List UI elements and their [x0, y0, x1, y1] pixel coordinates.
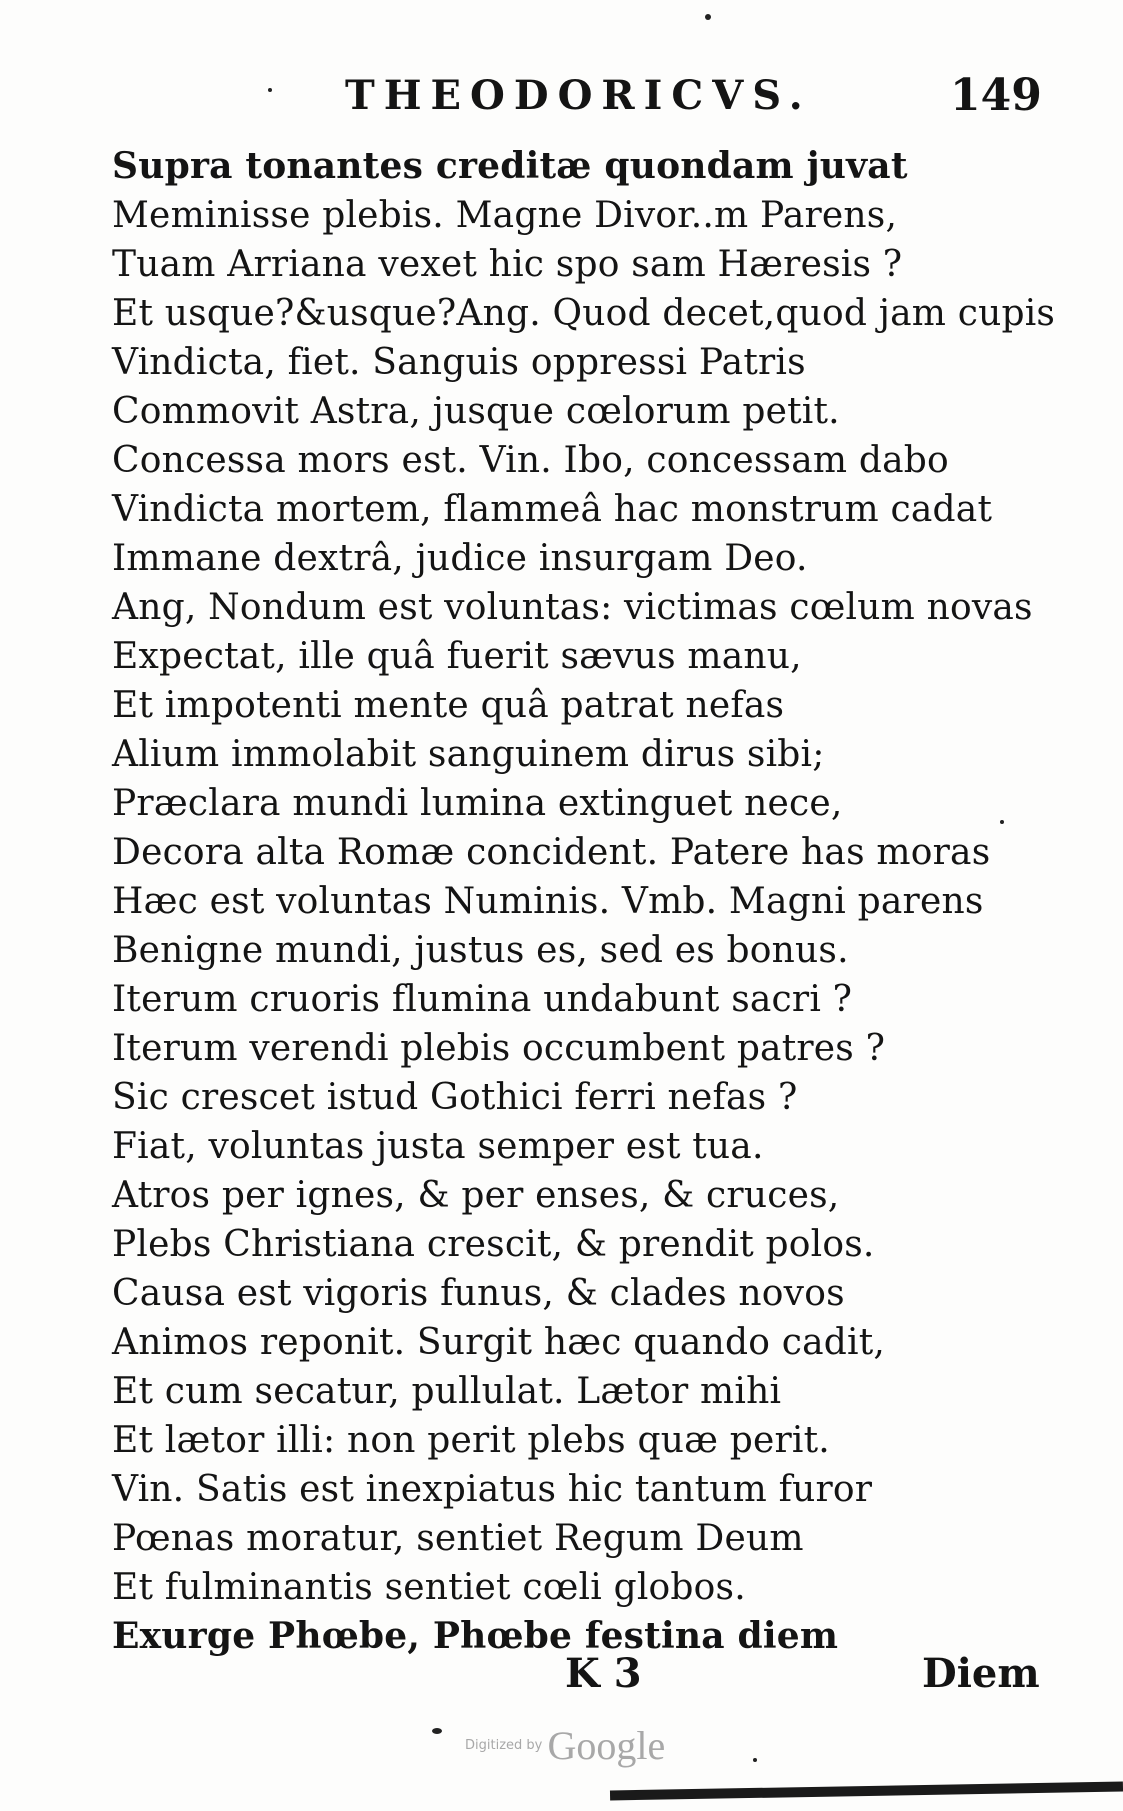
verse-line: Pœnas moratur, sentiet Regum Deum	[112, 1518, 804, 1559]
verse-line: Exurge Phœbe, Phœbe festina diem	[112, 1615, 839, 1657]
verse-line: Vindicta, fiet. Sanguis oppressi Patris	[112, 342, 806, 383]
verse-line: Fiat, voluntas justa semper est tua.	[112, 1126, 764, 1167]
verse-line: Animos reponit. Surgit hæc quando cadit,	[112, 1322, 885, 1363]
verse-line: Benigne mundi, justus es, sed es bonus.	[112, 930, 849, 971]
digitization-watermark	[465, 1722, 665, 1769]
ink-speck	[268, 88, 272, 92]
watermark-prefix: Digitized by	[465, 1738, 543, 1753]
verse-line: Iterum verendi plebis occumbent patres ?	[112, 1028, 886, 1069]
verse-line: Supra tonantes creditæ quondam juvat	[112, 145, 908, 187]
page-edge-shadow	[610, 1782, 1123, 1801]
verse-line: Et impotenti mente quâ patrat nefas	[112, 685, 785, 726]
ink-speck	[753, 1758, 757, 1762]
verse-line: Præclara mundi lumina extinguet nece,	[112, 783, 843, 824]
verse-line: Et fulminantis sentiet cœli globos.	[112, 1567, 746, 1608]
verse-line: Iterum cruoris flumina undabunt sacri ?	[112, 979, 853, 1020]
catchword: Diem	[922, 1650, 1040, 1697]
verse-line: Et cum secatur, pullulat. Lætor mihi	[112, 1371, 782, 1412]
ink-speck	[705, 14, 711, 20]
verse-line: Ang, Nondum est voluntas: victimas cœlum novas	[112, 587, 1033, 628]
verse-line: Sic crescet istud Gothici ferri nefas ?	[112, 1077, 798, 1118]
verse-line: Et usque?&usque?Ang. Quod decet,quod jam cupis	[112, 293, 1056, 334]
verse-line: Causa est vigoris funus, & clades novos	[112, 1273, 845, 1314]
verse-block	[112, 142, 1056, 1661]
verse-line: Tuam Arriana vexet hic spo sam Hæresis ?	[112, 244, 903, 285]
verse-line: Vin. Satis est inexpiatus hic tantum furor	[112, 1469, 873, 1510]
watermark-brand: Google	[547, 1723, 666, 1768]
verse-line: Expectat, ille quâ fuerit sævus manu,	[112, 636, 802, 677]
verse-line: Meminisse plebis. Magne Divor..m Parens,	[112, 195, 898, 236]
verse-line: Decora alta Romæ concident. Patere has moras	[112, 832, 991, 873]
verse-line: Vindicta mortem, flammeâ hac monstrum cadat	[112, 489, 993, 530]
running-head: THEODORICVS.	[345, 72, 812, 119]
page-number: 149	[950, 70, 1042, 121]
verse-line: Atros per ignes, & per enses, & cruces,	[112, 1175, 840, 1216]
verse-line: Hæc est voluntas Numinis. Vmb. Magni parens	[112, 881, 984, 922]
ink-speck	[1000, 820, 1004, 824]
signature-mark: K 3	[565, 1650, 642, 1697]
verse-line: Immane dextrâ, judice insurgam Deo.	[112, 538, 808, 579]
ink-speck	[432, 1728, 442, 1734]
verse-line: Et lætor illi: non perit plebs quæ perit.	[112, 1420, 830, 1461]
verse-line: Concessa mors est. Vin. Ibo, concessam dabo	[112, 440, 949, 481]
verse-line: Plebs Christiana crescit, & prendit polos.	[112, 1224, 875, 1265]
verse-line: Alium immolabit sanguinem dirus sibi;	[112, 734, 825, 775]
verse-line: Commovit Astra, jusque cœlorum petit.	[112, 391, 840, 432]
